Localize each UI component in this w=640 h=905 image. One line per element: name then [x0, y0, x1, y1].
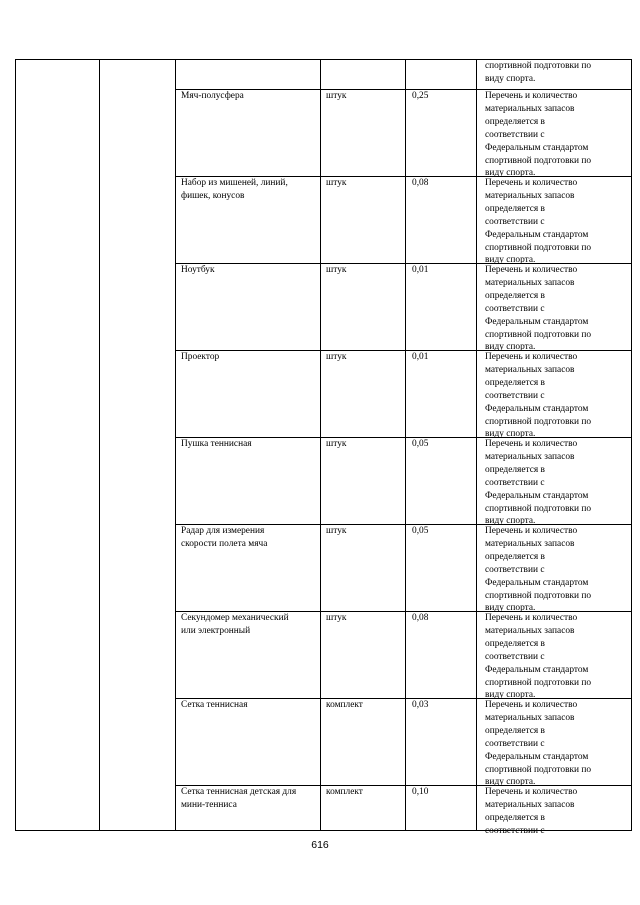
- blank-column-2: [100, 60, 176, 831]
- item-name-cell: Ноутбук: [176, 264, 321, 351]
- unit-cell: штук: [321, 264, 406, 351]
- note-cell: Перечень и количество материальных запасов определяется в соответствии с Федеральным стандартом спортивной подготовки по виду спорта.: [477, 525, 632, 612]
- item-name-cell: Сетка теннисная детская для мини-тенниса: [176, 786, 321, 831]
- value-cell: 0,25: [406, 90, 477, 177]
- value-cell: 0,01: [406, 351, 477, 438]
- value-cell: 0,08: [406, 177, 477, 264]
- item-name-cell: Набор из мишеней, линий, фишек, конусов: [176, 177, 321, 264]
- note-cell: Перечень и количество материальных запасов определяется в соответствии с Федеральным стандартом спортивной подготовки по виду спорта.: [477, 264, 632, 351]
- item-name-cell: Секундомер механический или электронный: [176, 612, 321, 699]
- unit-cell: штук: [321, 525, 406, 612]
- item-name-cell: Сетка теннисная: [176, 699, 321, 786]
- page-number: 616: [311, 839, 329, 851]
- unit-cell: [321, 60, 406, 90]
- unit-cell: комплект: [321, 786, 406, 831]
- unit-cell: штук: [321, 612, 406, 699]
- item-name-cell: Мяч-полусфера: [176, 90, 321, 177]
- value-cell: 0,03: [406, 699, 477, 786]
- note-cell: Перечень и количество материальных запасов определяется в соответствии с Федеральным стандартом спортивной подготовки по виду спорта.: [477, 177, 632, 264]
- item-name-cell: Пушка теннисная: [176, 438, 321, 525]
- item-name-cell: Радар для измерения скорости полета мяча: [176, 525, 321, 612]
- value-cell: 0,10: [406, 786, 477, 831]
- unit-cell: комплект: [321, 699, 406, 786]
- note-cell: Перечень и количество материальных запасов определяется в соответствии с Федеральным стандартом спортивной подготовки по виду спорта.: [477, 351, 632, 438]
- note-cell: Перечень и количество материальных запасов определяется в соответствии с Федеральным стандартом спортивной подготовки по виду спорта.: [477, 438, 632, 525]
- value-cell: [406, 60, 477, 90]
- note-cell: Перечень и количество материальных запасов определяется в соответствии с Федеральным стандартом спортивной подготовки по виду спорта.: [477, 90, 632, 177]
- item-name-cell: Проектор: [176, 351, 321, 438]
- unit-cell: штук: [321, 438, 406, 525]
- note-cell: Перечень и количество материальных запасов определяется в соответствии с: [477, 786, 632, 831]
- unit-cell: штук: [321, 351, 406, 438]
- note-cell: спортивной подготовки по виду спорта.: [477, 60, 632, 90]
- blank-column-1: [16, 60, 100, 831]
- value-cell: 0,05: [406, 438, 477, 525]
- value-cell: 0,01: [406, 264, 477, 351]
- note-cell: Перечень и количество материальных запасов определяется в соответствии с Федеральным стандартом спортивной подготовки по виду спорта.: [477, 612, 632, 699]
- note-cell: Перечень и количество материальных запасов определяется в соответствии с Федеральным стандартом спортивной подготовки по виду спорта.: [477, 699, 632, 786]
- unit-cell: штук: [321, 90, 406, 177]
- value-cell: 0,08: [406, 612, 477, 699]
- value-cell: 0,05: [406, 525, 477, 612]
- unit-cell: штук: [321, 177, 406, 264]
- equipment-table: [15, 59, 632, 836]
- item-name-cell: [176, 60, 321, 90]
- table-row: [16, 60, 632, 90]
